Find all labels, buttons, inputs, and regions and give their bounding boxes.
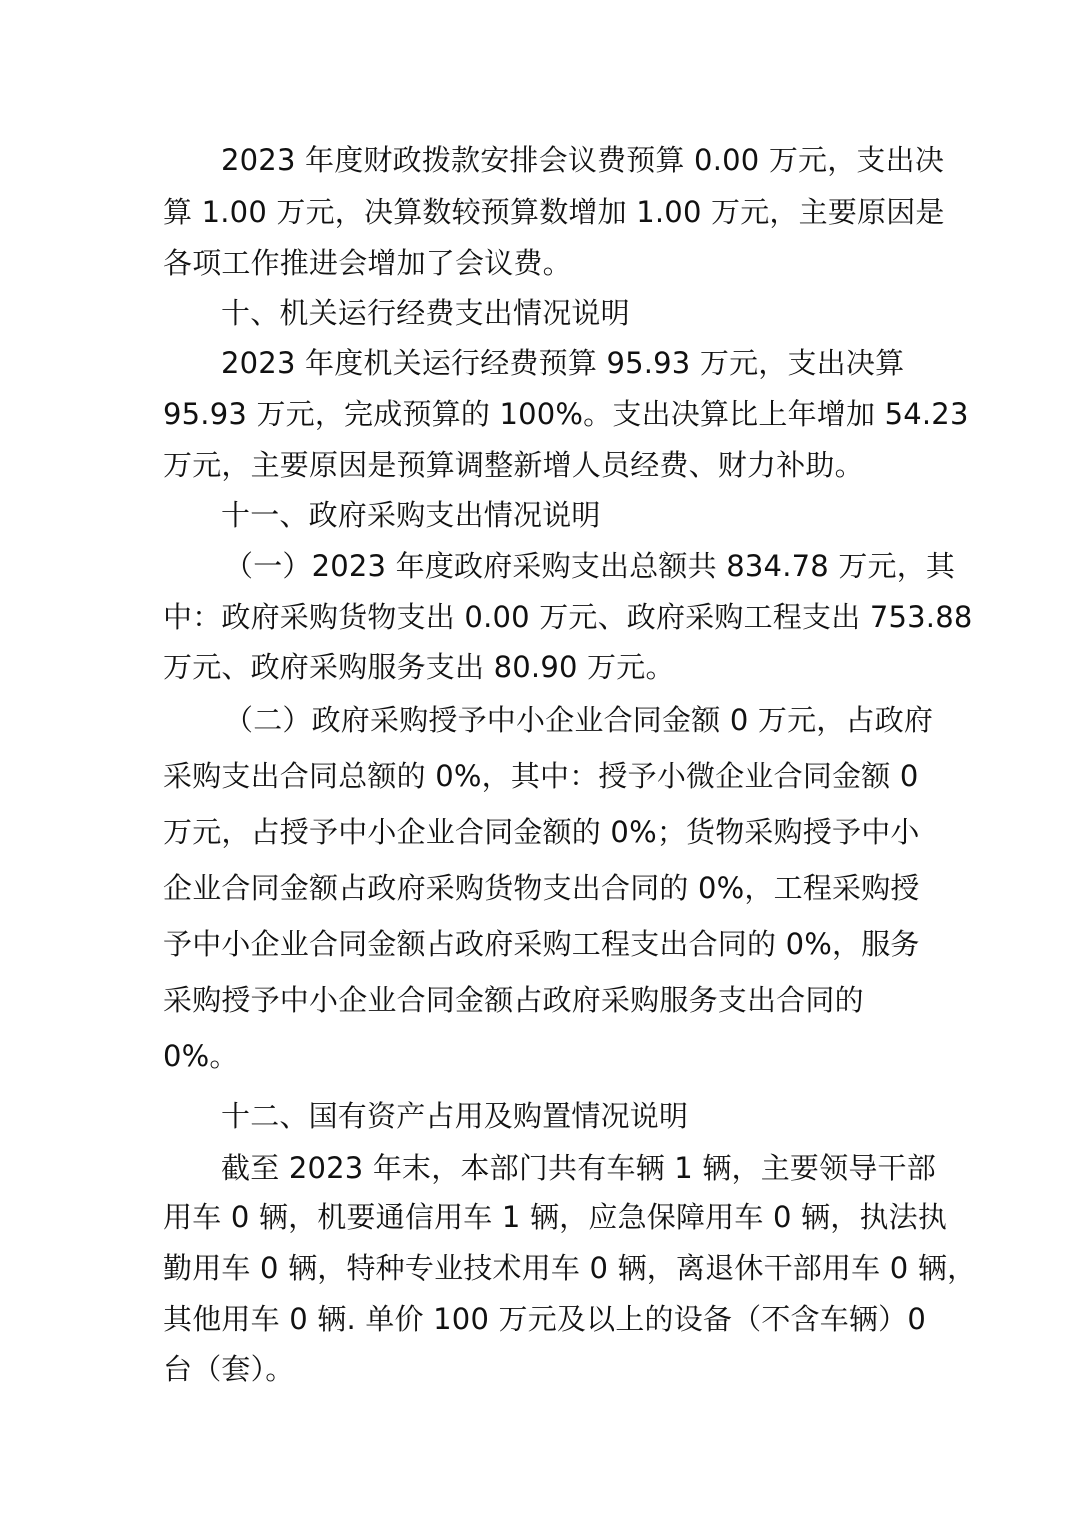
paragraph-line: 截至 2023 年末，本部门共有车辆 1 辆，主要领导干部 — [221, 1151, 936, 1185]
section-heading: 十一、政府采购支出情况说明 — [221, 498, 601, 532]
paragraph-line: 2023 年度机关运行经费预算 95.93 万元，支出决算 — [221, 346, 905, 380]
section-heading: 十、机关运行经费支出情况说明 — [221, 296, 630, 330]
paragraph-line: 万元，占授予中小企业合同金额的 0%；货物采购授予中小 — [163, 815, 920, 849]
paragraph-line: 企业合同金额占政府采购货物支出合同的 0%，工程采购授 — [163, 871, 920, 905]
paragraph-line: 采购授予中小企业合同金额占政府采购服务支出合同的 — [163, 983, 864, 1017]
paragraph-line: 万元，主要原因是预算调整新增人员经费、财力补助。 — [163, 448, 864, 482]
paragraph-line: 各项工作推进会增加了会议费。 — [163, 246, 572, 280]
paragraph-line: （二）政府采购授予中小企业合同金额 0 万元，占政府 — [224, 703, 934, 737]
paragraph-line: 勤用车 0 辆，特种专业技术用车 0 辆，离退休干部用车 0 辆， — [163, 1251, 977, 1285]
paragraph-line: 算 1.00 万元，决算数较预算数增加 1.00 万元，主要原因是 — [163, 195, 945, 229]
paragraph-line: 台（套）。 — [163, 1352, 295, 1386]
paragraph-line: 其他用车 0 辆. 单价 100 万元及以上的设备（不含车辆）0 — [163, 1302, 926, 1336]
paragraph-line: （一）2023 年度政府采购支出总额共 834.78 万元，其 — [224, 549, 956, 583]
paragraph-line: 采购支出合同总额的 0%，其中：授予小微企业合同金额 0 — [163, 759, 919, 793]
paragraph-line: 95.93 万元，完成预算的 100%。支出决算比上年增加 54.23 — [163, 397, 969, 431]
paragraph-line: 万元、政府采购服务支出 80.90 万元。 — [163, 650, 675, 684]
paragraph-line: 2023 年度财政拨款安排会议费预算 0.00 万元，支出决 — [221, 143, 945, 177]
paragraph-line: 中：政府采购货物支出 0.00 万元、政府采购工程支出 753.88 — [163, 600, 973, 634]
paragraph-line: 0%。 — [163, 1039, 239, 1073]
section-heading: 十二、国有资产占用及购置情况说明 — [221, 1099, 689, 1133]
paragraph-line: 用车 0 辆，机要通信用车 1 辆，应急保障用车 0 辆，执法执 — [163, 1200, 948, 1234]
paragraph-line: 予中小企业合同金额占政府采购工程支出合同的 0%，服务 — [163, 927, 920, 961]
